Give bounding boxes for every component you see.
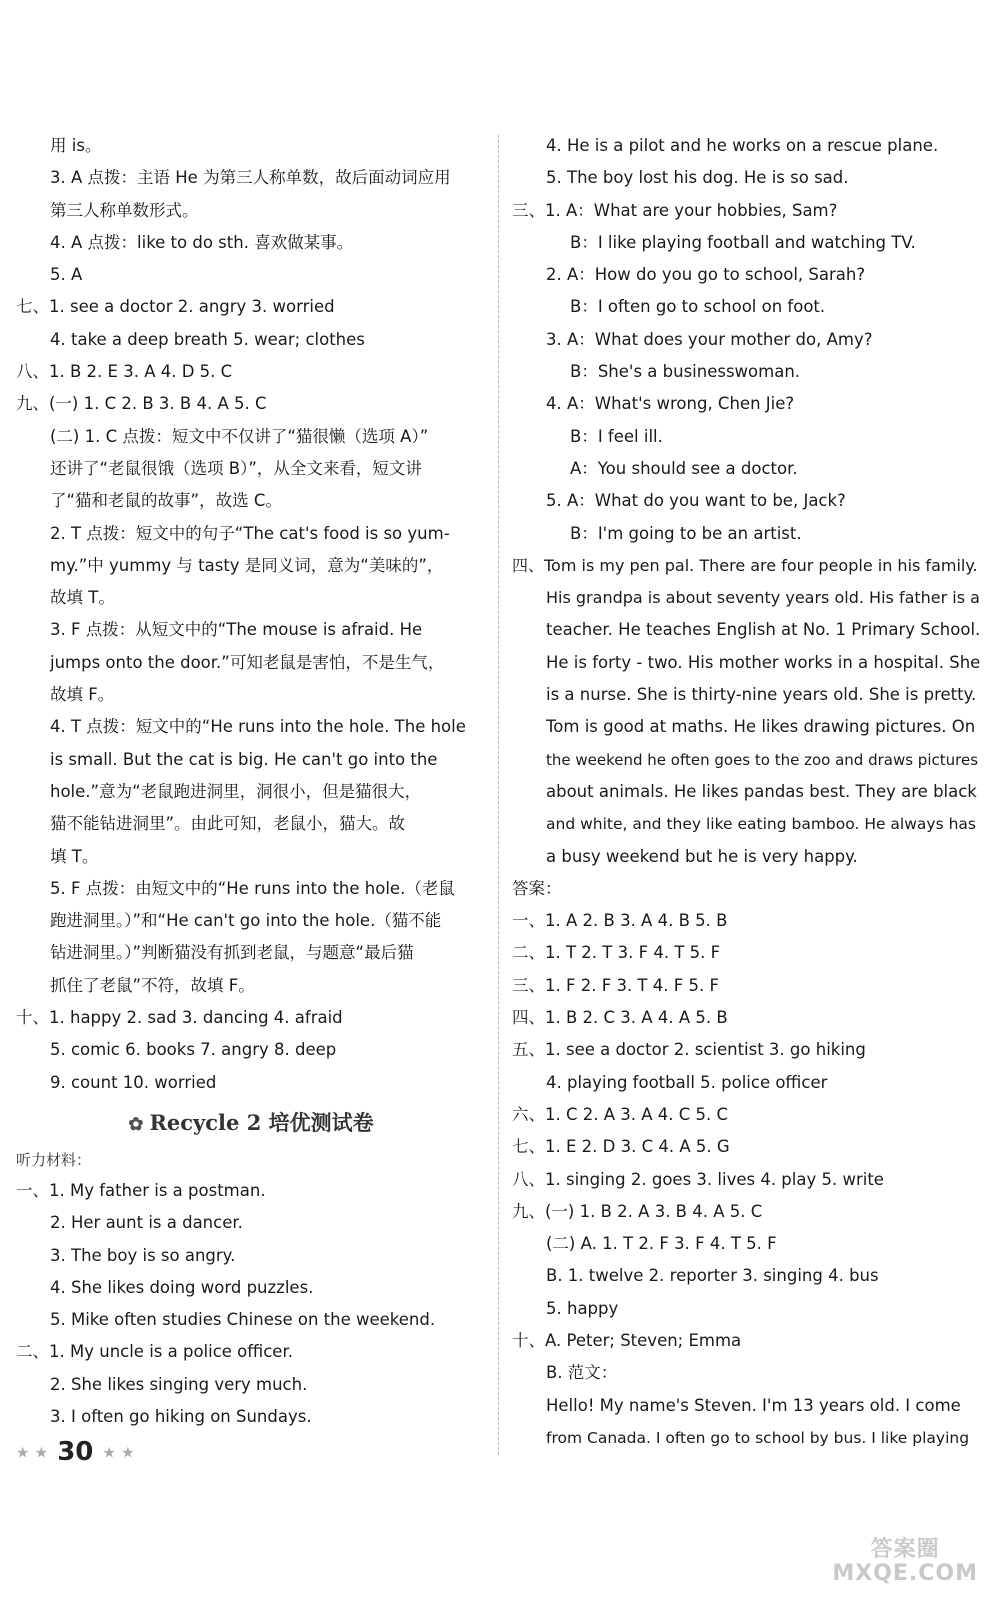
text-line: 六、1. C 2. A 3. A 4. C 5. C: [512, 1104, 729, 1124]
text-line: 4. take a deep breath 5. wear; clothes: [50, 329, 365, 349]
text-line: the weekend he often goes to the zoo and draws pictures: [546, 750, 979, 769]
text-line: 5. comic 6. books 7. angry 8. deep: [50, 1040, 337, 1060]
text-line: 跑进洞里。）”和“He can't go into the hole.（猫不能: [50, 911, 442, 931]
text-line: 故填 T。: [50, 588, 115, 608]
text-line: a busy weekend but he is very happy.: [546, 846, 858, 866]
text-line: from Canada. I often go to school by bus. I like playing: [546, 1428, 970, 1447]
text-line: about animals. He likes pandas best. They are black: [546, 781, 977, 801]
text-line: 2. A：How do you go to school, Sarah?: [546, 265, 866, 285]
watermark: [832, 1538, 978, 1586]
text-line: B：I often go to school on foot.: [570, 297, 826, 317]
text-line: B. 范文：: [546, 1363, 618, 1383]
text-line: B：I feel ill.: [570, 426, 663, 446]
text-line: Tom is good at maths. He likes drawing pictures. On: [546, 717, 976, 737]
text-line: (二) A. 1. T 2. F 3. F 4. T 5. F: [546, 1234, 777, 1254]
text-line: 4. She likes doing word puzzles.: [50, 1277, 314, 1297]
text-line: 5. A：What do you want to be, Jack?: [546, 491, 846, 511]
text-line: 八、1. singing 2. goes 3. lives 4. play 5. write: [512, 1169, 884, 1189]
left-top-lines: [16, 130, 486, 1099]
text-line: hole.”意为“老鼠跑进洞里，洞很小，但是猫很大，: [50, 781, 422, 801]
text-line: 抓住了老鼠”不符，故填 F。: [50, 975, 255, 995]
text-line: 故填 F。: [50, 685, 115, 705]
text-line: 5. F 点拨：由短文中的“He runs into the hole.（老鼠: [50, 878, 455, 898]
text-line: and white, and they like eating bamboo. He always has: [546, 815, 976, 834]
text-line: 七、1. E 2. D 3. C 4. A 5. G: [512, 1137, 730, 1157]
text-line: 4. He is a pilot and he works on a rescue plane.: [546, 136, 939, 155]
text-line: 第三人称单数形式。: [50, 200, 199, 220]
text-line: 一、1. A 2. B 3. A 4. B 5. B: [512, 911, 728, 931]
text-line: B. 1. twelve 2. reporter 3. singing 4. bus: [546, 1266, 879, 1286]
text-line: 钻进洞里。）”判断猫没有抓到老鼠，与题意“最后猫: [50, 943, 414, 963]
text-line: 四、Tom is my pen pal. There are four people in his family.: [512, 555, 978, 575]
text-line: Hello! My name's Steven. I'm 13 years old. I come: [546, 1395, 961, 1415]
text-line: 5. happy: [546, 1298, 619, 1318]
column-divider: [498, 135, 499, 1455]
text-line: 3. A：What does your mother do, Amy?: [546, 329, 873, 349]
right-lines: [512, 130, 982, 1454]
text-line: 4. playing football 5. police officer: [546, 1072, 828, 1092]
text-line: B：She's a businesswoman.: [570, 362, 801, 382]
text-line: 9. count 10. worried: [50, 1072, 217, 1092]
text-line: is small. But the cat is big. He can't go into the: [50, 749, 438, 769]
text-line: 还讲了“老鼠很饿（选项 B）”，从全文来看，短文讲: [50, 458, 422, 478]
text-line: 三、1. A：What are your hobbies, Sam?: [512, 200, 838, 220]
text-line: 十、A. Peter; Steven; Emma: [512, 1330, 742, 1350]
text-line: 十、1. happy 2. sad 3. dancing 4. afraid: [16, 1008, 343, 1028]
text-line: His grandpa is about seventy years old. His father is a: [546, 588, 980, 608]
text-line: 答案：: [512, 878, 562, 898]
text-line: 五、1. see a doctor 2. scientist 3. go hiking: [512, 1040, 866, 1060]
text-line: teacher. He teaches English at No. 1 Primary School.: [546, 620, 981, 640]
text-line: 3. A 点拨：主语 He 为第三人称单数，故后面动词应用: [50, 168, 451, 188]
text-line: 5. The boy lost his dog. He is so sad.: [546, 168, 849, 188]
text-line: 3. F 点拨：从短文中的“The mouse is afraid. He: [50, 620, 423, 640]
text-line: 九、(一) 1. C 2. B 3. B 4. A 5. C: [16, 394, 267, 414]
text-line: 八、1. B 2. E 3. A 4. D 5. C: [16, 362, 233, 382]
left-bottom-lines: [16, 1175, 486, 1433]
text-line: 二、1. My uncle is a police officer.: [16, 1342, 293, 1362]
text-line: 填 T。: [50, 846, 99, 866]
text-line: 四、1. B 2. C 3. A 4. A 5. B: [512, 1008, 728, 1028]
text-line: 3. I often go hiking on Sundays.: [50, 1406, 312, 1426]
text-line: 4. A 点拨：like to do sth. 喜欢做某事。: [50, 232, 354, 252]
text-line: He is forty - two. His mother works in a hospital. She: [546, 652, 981, 672]
left-column: [16, 130, 486, 1433]
text-line: B：I'm going to be an artist.: [570, 523, 802, 543]
listening-label: 听力材料：: [16, 1150, 92, 1169]
text-line: 5. A: [50, 265, 83, 285]
text-line: 三、1. F 2. F 3. T 4. F 5. F: [512, 975, 719, 995]
page-number-value: 30: [57, 1437, 94, 1467]
text-line: 用 is。: [50, 136, 102, 155]
right-column: [512, 130, 982, 1454]
text-line: jumps onto the door.”可知老鼠是害怕，不是生气，: [50, 652, 445, 672]
star-icon: ★ ★: [102, 1443, 135, 1462]
text-line: 4. T 点拨：短文中的“He runs into the hole. The hole: [50, 717, 466, 737]
text-line: 七、1. see a doctor 2. angry 3. worried: [16, 297, 335, 317]
text-line: 5. Mike often studies Chinese on the weekend.: [50, 1310, 436, 1330]
text-line: B：I like playing football and watching TV.: [570, 232, 916, 252]
star-icon: ★ ★: [16, 1443, 49, 1462]
text-line: my.”中 yummy 与 tasty 是同义词，意为“美味的”，: [50, 555, 444, 575]
text-line: 2. Her aunt is a dancer.: [50, 1213, 243, 1233]
text-line: 2. She likes singing very much.: [50, 1374, 308, 1394]
text-line: 2. T 点拨：短文中的句子“The cat's food is so yum-: [50, 523, 450, 543]
text-line: 猫不能钻进洞里”。由此可知，老鼠小，猫大。故: [50, 814, 406, 834]
paw-icon: ✿: [128, 1113, 144, 1135]
text-line: 4. A：What's wrong, Chen Jie?: [546, 394, 795, 414]
text-line: 九、(一) 1. B 2. A 3. B 4. A 5. C: [512, 1201, 763, 1221]
section-title: Recycle 2 培优测试卷: [149, 1109, 374, 1135]
page-number: [16, 1432, 135, 1472]
text-line: 二、1. T 2. T 3. F 4. T 5. F: [512, 943, 721, 963]
text-line: (二) 1. C 点拨：短文中不仅讲了“猫很懒（选项 A）”: [50, 426, 429, 446]
text-line: 一、1. My father is a postman.: [16, 1180, 266, 1200]
text-line: 了“猫和老鼠的故事”，故选 C。: [50, 491, 282, 511]
text-line: 3. The boy is so angry.: [50, 1245, 236, 1265]
text-line: A：You should see a doctor.: [570, 458, 798, 478]
watermark-text: 答案圈 MXQE.COM: [832, 1537, 978, 1586]
section-header: [16, 1101, 486, 1145]
text-line: is a nurse. She is thirty-nine years old. She is pretty.: [546, 685, 977, 705]
